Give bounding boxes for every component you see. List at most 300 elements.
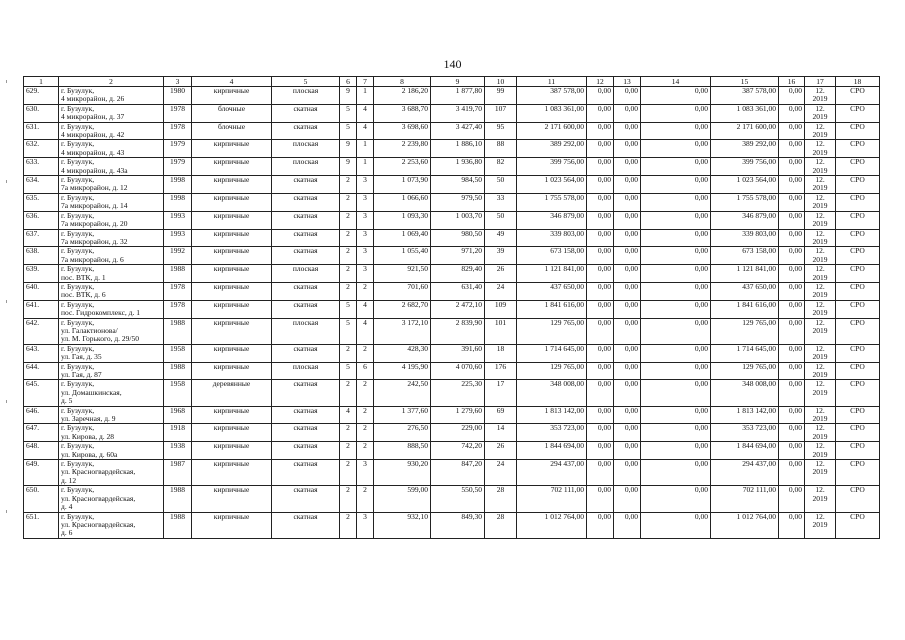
cell-living-area: 979,50	[431, 193, 485, 211]
cell-cost-col-14: 0,00	[641, 140, 711, 158]
cell-total-area: 242,50	[374, 380, 431, 406]
cell-regional-fund-cost: 129 765,00	[711, 318, 779, 344]
cell-cost-col-16: 0,00	[779, 247, 805, 265]
cell-entrances: 4	[357, 104, 374, 122]
cell-cost-col-14: 0,00	[641, 211, 711, 229]
cell-living-area: 980,50	[431, 229, 485, 247]
cell-cost-col-13: 0,00	[614, 247, 641, 265]
cell-cost-col-14: 0,00	[641, 87, 711, 105]
cell-roof-type: скатная	[272, 193, 340, 211]
cell-regional-fund-cost: 387 578,00	[711, 87, 779, 105]
cell-method: СРО	[836, 424, 880, 442]
cell-residents: 82	[485, 158, 517, 176]
cell-living-area: 550,50	[431, 486, 485, 512]
cell-build-year: 1980	[164, 87, 192, 105]
cell-cost-col-14: 0,00	[641, 460, 711, 486]
cell-entrances: 2	[357, 282, 374, 300]
cell-cost-col-16: 0,00	[779, 406, 805, 424]
cell-entrances: 1	[357, 87, 374, 105]
cell-cost-col-16: 0,00	[779, 122, 805, 140]
cell-floors: 9	[340, 140, 357, 158]
cell-total-area: 4 195,90	[374, 362, 431, 380]
cell-entrances: 4	[357, 318, 374, 344]
cell-residents: 107	[485, 104, 517, 122]
cell-entrances: 4	[357, 300, 374, 318]
cell-cost-col-12: 0,00	[587, 318, 614, 344]
cell-deadline: 12. 2019	[805, 265, 836, 283]
cell-method: СРО	[836, 211, 880, 229]
cell-roof-type: плоская	[272, 140, 340, 158]
margin-tick	[6, 400, 7, 403]
cell-build-year: 1978	[164, 282, 192, 300]
cell-row-number: 630.	[24, 104, 59, 122]
cell-row-number: 633.	[24, 158, 59, 176]
cell-wall-material: кирпичные	[192, 406, 272, 424]
cell-row-number: 635.	[24, 193, 59, 211]
cell-floors: 9	[340, 158, 357, 176]
cell-living-area: 1 877,80	[431, 87, 485, 105]
cell-build-year: 1998	[164, 193, 192, 211]
cell-total-area: 1 055,40	[374, 247, 431, 265]
cell-total-cost: 129 765,00	[517, 362, 587, 380]
cell-cost-col-14: 0,00	[641, 122, 711, 140]
cell-roof-type: скатная	[272, 344, 340, 362]
cell-residents: 14	[485, 424, 517, 442]
cell-cost-col-16: 0,00	[779, 486, 805, 512]
column-number-4: 4	[192, 77, 272, 87]
table-row	[24, 176, 880, 194]
column-number-17: 17	[805, 77, 836, 87]
cell-cost-col-14: 0,00	[641, 442, 711, 460]
table-row	[24, 265, 880, 283]
cell-build-year: 1968	[164, 406, 192, 424]
cell-cost-col-12: 0,00	[587, 300, 614, 318]
margin-tick	[6, 80, 7, 83]
cell-entrances: 3	[357, 211, 374, 229]
cell-total-area: 276,50	[374, 424, 431, 442]
cell-cost-col-13: 0,00	[614, 300, 641, 318]
column-number-3: 3	[164, 77, 192, 87]
cell-build-year: 1979	[164, 158, 192, 176]
table-row	[24, 193, 880, 211]
cell-method: СРО	[836, 406, 880, 424]
cell-living-area: 225,30	[431, 380, 485, 406]
cell-deadline: 12. 2019	[805, 460, 836, 486]
cell-entrances: 2	[357, 486, 374, 512]
cell-cost-col-14: 0,00	[641, 265, 711, 283]
cell-method: СРО	[836, 193, 880, 211]
cell-build-year: 1978	[164, 122, 192, 140]
cell-residents: 17	[485, 380, 517, 406]
cell-regional-fund-cost: 1 714 645,00	[711, 344, 779, 362]
cell-address: г. Бузулук, 7а микрорайон, д. 20	[59, 211, 164, 229]
table-row	[24, 140, 880, 158]
cell-total-area: 930,20	[374, 460, 431, 486]
cell-cost-col-14: 0,00	[641, 406, 711, 424]
cell-roof-type: плоская	[272, 158, 340, 176]
cell-deadline: 12. 2019	[805, 442, 836, 460]
cell-living-area: 631,40	[431, 282, 485, 300]
cell-residents: 24	[485, 282, 517, 300]
cell-address: г. Бузулук, 4 микрорайон, д. 42	[59, 122, 164, 140]
cell-method: СРО	[836, 247, 880, 265]
cell-cost-col-13: 0,00	[614, 380, 641, 406]
cell-regional-fund-cost: 346 879,00	[711, 211, 779, 229]
cell-cost-col-14: 0,00	[641, 176, 711, 194]
cell-total-cost: 399 756,00	[517, 158, 587, 176]
cell-living-area: 229,00	[431, 424, 485, 442]
cell-regional-fund-cost: 702 111,00	[711, 486, 779, 512]
cell-total-area: 1 377,60	[374, 406, 431, 424]
cell-living-area: 2 472,10	[431, 300, 485, 318]
cell-roof-type: плоская	[272, 87, 340, 105]
cell-total-area: 2 239,80	[374, 140, 431, 158]
cell-build-year: 1998	[164, 176, 192, 194]
cell-method: СРО	[836, 176, 880, 194]
cell-floors: 4	[340, 406, 357, 424]
cell-entrances: 4	[357, 122, 374, 140]
cell-cost-col-13: 0,00	[614, 486, 641, 512]
cell-regional-fund-cost: 1 121 841,00	[711, 265, 779, 283]
column-number-10: 10	[485, 77, 517, 87]
cell-cost-col-14: 0,00	[641, 247, 711, 265]
cell-address: г. Бузулук, 7а микрорайон, д. 12	[59, 176, 164, 194]
cell-method: СРО	[836, 265, 880, 283]
cell-floors: 2	[340, 211, 357, 229]
cell-total-cost: 339 803,00	[517, 229, 587, 247]
table-row	[24, 512, 880, 538]
cell-total-area: 888,50	[374, 442, 431, 460]
cell-cost-col-12: 0,00	[587, 424, 614, 442]
cell-cost-col-12: 0,00	[587, 380, 614, 406]
cell-living-area: 4 070,60	[431, 362, 485, 380]
cell-regional-fund-cost: 389 292,00	[711, 140, 779, 158]
cell-method: СРО	[836, 87, 880, 105]
cell-residents: 50	[485, 211, 517, 229]
cell-total-area: 428,30	[374, 344, 431, 362]
cell-wall-material: кирпичные	[192, 193, 272, 211]
table-body	[24, 87, 880, 539]
housing-register-table	[23, 76, 880, 539]
cell-total-cost: 389 292,00	[517, 140, 587, 158]
cell-cost-col-13: 0,00	[614, 193, 641, 211]
cell-row-number: 644.	[24, 362, 59, 380]
cell-cost-col-13: 0,00	[614, 176, 641, 194]
cell-residents: 39	[485, 247, 517, 265]
cell-cost-col-12: 0,00	[587, 176, 614, 194]
cell-regional-fund-cost: 399 756,00	[711, 158, 779, 176]
column-number-row	[24, 77, 880, 87]
cell-entrances: 3	[357, 247, 374, 265]
cell-floors: 2	[340, 265, 357, 283]
table-row	[24, 122, 880, 140]
cell-wall-material: кирпичные	[192, 247, 272, 265]
cell-total-area: 1 093,30	[374, 211, 431, 229]
cell-roof-type: скатная	[272, 442, 340, 460]
cell-address: г. Бузулук, ул. Красногвардейская, д. 12	[59, 460, 164, 486]
cell-residents: 24	[485, 460, 517, 486]
cell-wall-material: кирпичные	[192, 344, 272, 362]
cell-floors: 2	[340, 193, 357, 211]
table-row	[24, 87, 880, 105]
cell-wall-material: кирпичные	[192, 512, 272, 538]
margin-tick	[6, 510, 7, 513]
cell-build-year: 1988	[164, 512, 192, 538]
cell-regional-fund-cost: 1 841 616,00	[711, 300, 779, 318]
cell-roof-type: скатная	[272, 104, 340, 122]
cell-build-year: 1993	[164, 229, 192, 247]
column-number-8: 8	[374, 77, 431, 87]
cell-total-cost: 129 765,00	[517, 318, 587, 344]
cell-deadline: 12. 2019	[805, 486, 836, 512]
cell-roof-type: скатная	[272, 282, 340, 300]
cell-cost-col-13: 0,00	[614, 87, 641, 105]
cell-total-area: 1 066,60	[374, 193, 431, 211]
cell-wall-material: кирпичные	[192, 424, 272, 442]
cell-total-area: 2 253,60	[374, 158, 431, 176]
cell-living-area: 3 419,70	[431, 104, 485, 122]
table-row	[24, 318, 880, 344]
cell-address: г. Бузулук, пос. Гидрокомплекс, д. 1	[59, 300, 164, 318]
cell-living-area: 1 936,80	[431, 158, 485, 176]
cell-regional-fund-cost: 1 844 694,00	[711, 442, 779, 460]
cell-deadline: 12. 2019	[805, 406, 836, 424]
table-row	[24, 229, 880, 247]
cell-method: СРО	[836, 104, 880, 122]
cell-row-number: 638.	[24, 247, 59, 265]
cell-cost-col-13: 0,00	[614, 211, 641, 229]
cell-cost-col-16: 0,00	[779, 282, 805, 300]
cell-living-area: 2 839,90	[431, 318, 485, 344]
cell-row-number: 637.	[24, 229, 59, 247]
cell-row-number: 650.	[24, 486, 59, 512]
cell-residents: 69	[485, 406, 517, 424]
cell-method: СРО	[836, 318, 880, 344]
cell-address: г. Бузулук, ул. Гая, д. 87	[59, 362, 164, 380]
column-number-9: 9	[431, 77, 485, 87]
cell-regional-fund-cost: 294 437,00	[711, 460, 779, 486]
cell-entrances: 3	[357, 512, 374, 538]
cell-living-area: 849,30	[431, 512, 485, 538]
cell-regional-fund-cost: 2 171 600,00	[711, 122, 779, 140]
cell-cost-col-14: 0,00	[641, 193, 711, 211]
cell-cost-col-16: 0,00	[779, 512, 805, 538]
cell-cost-col-12: 0,00	[587, 282, 614, 300]
cell-address: г. Бузулук, 4 микрорайон, д. 26	[59, 87, 164, 105]
cell-floors: 2	[340, 176, 357, 194]
cell-cost-col-12: 0,00	[587, 229, 614, 247]
cell-living-area: 847,20	[431, 460, 485, 486]
cell-wall-material: блочные	[192, 122, 272, 140]
cell-build-year: 1918	[164, 424, 192, 442]
cell-cost-col-13: 0,00	[614, 512, 641, 538]
cell-roof-type: плоская	[272, 265, 340, 283]
cell-row-number: 631.	[24, 122, 59, 140]
cell-cost-col-16: 0,00	[779, 344, 805, 362]
cell-method: СРО	[836, 512, 880, 538]
cell-cost-col-16: 0,00	[779, 265, 805, 283]
cell-total-cost: 1 023 564,00	[517, 176, 587, 194]
cell-wall-material: кирпичные	[192, 300, 272, 318]
cell-total-cost: 1 012 764,00	[517, 512, 587, 538]
cell-regional-fund-cost: 673 158,00	[711, 247, 779, 265]
cell-cost-col-14: 0,00	[641, 380, 711, 406]
cell-floors: 2	[340, 460, 357, 486]
column-number-5: 5	[272, 77, 340, 87]
cell-living-area: 1 003,70	[431, 211, 485, 229]
column-number-2: 2	[59, 77, 164, 87]
cell-regional-fund-cost: 1 023 564,00	[711, 176, 779, 194]
cell-address: г. Бузулук, ул. Галактионова/ ул. М. Горького, д. 29/50	[59, 318, 164, 344]
cell-cost-col-13: 0,00	[614, 104, 641, 122]
cell-row-number: 649.	[24, 460, 59, 486]
cell-cost-col-12: 0,00	[587, 193, 614, 211]
cell-deadline: 12. 2019	[805, 318, 836, 344]
cell-roof-type: скатная	[272, 424, 340, 442]
table-row	[24, 380, 880, 406]
cell-regional-fund-cost: 348 008,00	[711, 380, 779, 406]
cell-build-year: 1988	[164, 362, 192, 380]
cell-wall-material: кирпичные	[192, 87, 272, 105]
cell-total-area: 701,60	[374, 282, 431, 300]
cell-wall-material: кирпичные	[192, 211, 272, 229]
cell-row-number: 641.	[24, 300, 59, 318]
cell-deadline: 12. 2019	[805, 158, 836, 176]
cell-roof-type: скатная	[272, 211, 340, 229]
cell-floors: 2	[340, 486, 357, 512]
cell-address: г. Бузулук, ул. Кирова, д. 60а	[59, 442, 164, 460]
cell-regional-fund-cost: 339 803,00	[711, 229, 779, 247]
cell-total-cost: 346 879,00	[517, 211, 587, 229]
cell-floors: 9	[340, 87, 357, 105]
cell-address: г. Бузулук, ул. Заречная, д. 9	[59, 406, 164, 424]
cell-total-cost: 1 714 645,00	[517, 344, 587, 362]
cell-residents: 99	[485, 87, 517, 105]
table-row	[24, 158, 880, 176]
cell-address: г. Бузулук, ул. Домашкинская, д. 5	[59, 380, 164, 406]
cell-residents: 26	[485, 442, 517, 460]
cell-cost-col-13: 0,00	[614, 406, 641, 424]
cell-wall-material: кирпичные	[192, 176, 272, 194]
cell-build-year: 1992	[164, 247, 192, 265]
cell-floors: 2	[340, 512, 357, 538]
cell-total-cost: 437 650,00	[517, 282, 587, 300]
column-number-13: 13	[614, 77, 641, 87]
cell-method: СРО	[836, 122, 880, 140]
cell-address: г. Бузулук, ул. Кирова, д. 28	[59, 424, 164, 442]
cell-cost-col-13: 0,00	[614, 122, 641, 140]
cell-method: СРО	[836, 282, 880, 300]
table-row	[24, 300, 880, 318]
cell-cost-col-12: 0,00	[587, 406, 614, 424]
cell-wall-material: кирпичные	[192, 158, 272, 176]
cell-cost-col-16: 0,00	[779, 193, 805, 211]
cell-address: г. Бузулук, пос. ВТК, д. 6	[59, 282, 164, 300]
cell-method: СРО	[836, 140, 880, 158]
cell-living-area: 829,40	[431, 265, 485, 283]
table-row	[24, 486, 880, 512]
cell-roof-type: скатная	[272, 300, 340, 318]
cell-roof-type: скатная	[272, 512, 340, 538]
cell-cost-col-16: 0,00	[779, 380, 805, 406]
cell-address: г. Бузулук, ул. Красногвардейская, д. 6	[59, 512, 164, 538]
column-number-15: 15	[711, 77, 779, 87]
cell-regional-fund-cost: 1 755 578,00	[711, 193, 779, 211]
cell-residents: 101	[485, 318, 517, 344]
table-row	[24, 247, 880, 265]
cell-address: г. Бузулук, 7а микрорайон, д. 32	[59, 229, 164, 247]
cell-cost-col-14: 0,00	[641, 344, 711, 362]
column-number-12: 12	[587, 77, 614, 87]
cell-method: СРО	[836, 344, 880, 362]
cell-deadline: 12. 2019	[805, 140, 836, 158]
cell-cost-col-13: 0,00	[614, 265, 641, 283]
cell-cost-col-14: 0,00	[641, 282, 711, 300]
cell-deadline: 12. 2019	[805, 176, 836, 194]
cell-row-number: 648.	[24, 442, 59, 460]
margin-tick	[6, 300, 7, 303]
column-number-7: 7	[357, 77, 374, 87]
cell-living-area: 391,60	[431, 344, 485, 362]
cell-floors: 2	[340, 344, 357, 362]
cell-build-year: 1988	[164, 318, 192, 344]
cell-wall-material: блочные	[192, 104, 272, 122]
cell-roof-type: скатная	[272, 486, 340, 512]
cell-cost-col-14: 0,00	[641, 486, 711, 512]
cell-regional-fund-cost: 437 650,00	[711, 282, 779, 300]
cell-address: г. Бузулук, 7а микрорайон, д. 14	[59, 193, 164, 211]
cell-cost-col-12: 0,00	[587, 140, 614, 158]
cell-roof-type: плоская	[272, 318, 340, 344]
cell-residents: 109	[485, 300, 517, 318]
cell-method: СРО	[836, 229, 880, 247]
cell-cost-col-14: 0,00	[641, 424, 711, 442]
cell-address: г. Бузулук, ул. Гая, д. 35	[59, 344, 164, 362]
cell-regional-fund-cost: 129 765,00	[711, 362, 779, 380]
cell-cost-col-13: 0,00	[614, 140, 641, 158]
cell-floors: 5	[340, 362, 357, 380]
cell-row-number: 639.	[24, 265, 59, 283]
cell-total-area: 2 186,20	[374, 87, 431, 105]
cell-floors: 2	[340, 442, 357, 460]
table-row	[24, 362, 880, 380]
cell-living-area: 1 886,10	[431, 140, 485, 158]
cell-entrances: 3	[357, 460, 374, 486]
cell-build-year: 1988	[164, 486, 192, 512]
cell-regional-fund-cost: 353 723,00	[711, 424, 779, 442]
cell-cost-col-12: 0,00	[587, 486, 614, 512]
cell-total-area: 3 172,10	[374, 318, 431, 344]
cell-wall-material: кирпичные	[192, 140, 272, 158]
cell-total-cost: 294 437,00	[517, 460, 587, 486]
cell-roof-type: скатная	[272, 176, 340, 194]
cell-regional-fund-cost: 1 813 142,00	[711, 406, 779, 424]
column-number-16: 16	[779, 77, 805, 87]
table-row	[24, 211, 880, 229]
cell-roof-type: плоская	[272, 362, 340, 380]
cell-total-cost: 1 844 694,00	[517, 442, 587, 460]
cell-row-number: 632.	[24, 140, 59, 158]
margin-tick	[6, 180, 7, 183]
cell-address: г. Бузулук, 7а микрорайон, д. 6	[59, 247, 164, 265]
cell-wall-material: кирпичные	[192, 282, 272, 300]
cell-row-number: 643.	[24, 344, 59, 362]
cell-residents: 28	[485, 512, 517, 538]
cell-build-year: 1938	[164, 442, 192, 460]
cell-total-area: 1 069,40	[374, 229, 431, 247]
cell-roof-type: скатная	[272, 460, 340, 486]
page-number: 140	[443, 57, 462, 71]
